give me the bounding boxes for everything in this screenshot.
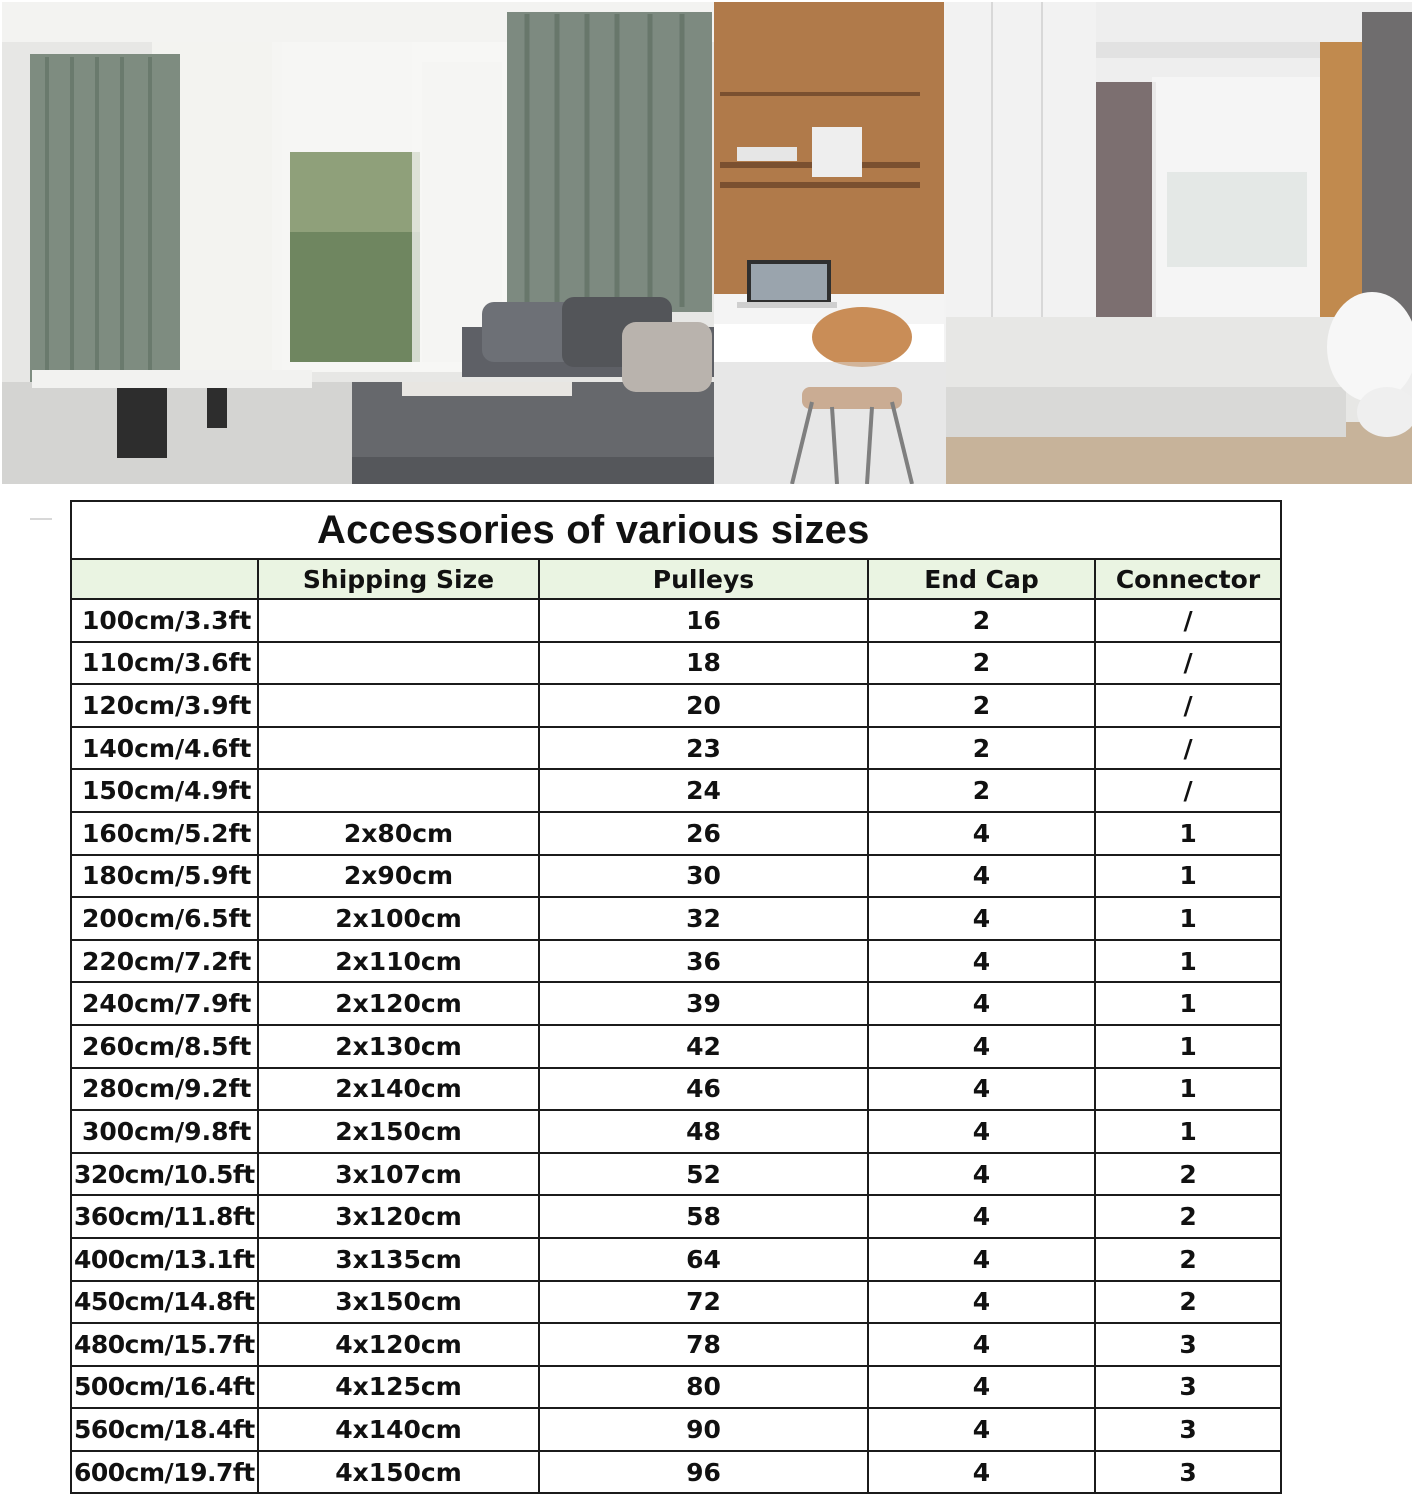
cell-connector: / [1095, 642, 1281, 685]
cell-size: 100cm/3.3ft [71, 599, 258, 642]
cell-size: 220cm/7.2ft [71, 940, 258, 983]
cell-pulleys: 78 [539, 1323, 868, 1366]
cell-connector: 1 [1095, 897, 1281, 940]
cell-pulleys: 26 [539, 812, 868, 855]
cell-shipping-size: 2x110cm [258, 940, 539, 983]
cell-size: 480cm/15.7ft [71, 1323, 258, 1366]
cell-shipping-size: 2x90cm [258, 855, 539, 898]
cell-pulleys: 96 [539, 1451, 868, 1494]
cell-connector: 1 [1095, 982, 1281, 1025]
table-row [71, 855, 1281, 898]
cell-connector: / [1095, 727, 1281, 770]
cell-size: 150cm/4.9ft [71, 769, 258, 812]
cell-shipping-size: 3x135cm [258, 1238, 539, 1281]
table-row [71, 727, 1281, 770]
cell-size: 120cm/3.9ft [71, 684, 258, 727]
cell-size: 450cm/14.8ft [71, 1281, 258, 1324]
table-header-row [71, 559, 1281, 599]
cell-size: 560cm/18.4ft [71, 1408, 258, 1451]
cell-connector: 1 [1095, 1110, 1281, 1153]
cell-connector: 1 [1095, 1068, 1281, 1111]
cell-end-cap: 4 [868, 1238, 1095, 1281]
cell-shipping-size: 2x130cm [258, 1025, 539, 1068]
cell-shipping-size: 2x150cm [258, 1110, 539, 1153]
table-row [71, 1025, 1281, 1068]
cell-size: 260cm/8.5ft [71, 1025, 258, 1068]
cell-connector: 3 [1095, 1366, 1281, 1409]
table-row [71, 1408, 1281, 1451]
header-shipping-size: Shipping Size [258, 559, 539, 599]
cell-size: 160cm/5.2ft [71, 812, 258, 855]
accessories-table-container [70, 500, 1280, 1494]
cell-size: 140cm/4.6ft [71, 727, 258, 770]
cell-pulleys: 64 [539, 1238, 868, 1281]
cell-connector: 2 [1095, 1238, 1281, 1281]
cell-pulleys: 16 [539, 599, 868, 642]
table-row [71, 769, 1281, 812]
room-photos-graphic [2, 2, 1412, 484]
decorative-hairline [30, 518, 52, 520]
table-row [71, 684, 1281, 727]
cell-pulleys: 39 [539, 982, 868, 1025]
cell-size: 110cm/3.6ft [71, 642, 258, 685]
table-row [71, 1281, 1281, 1324]
cell-shipping-size: 2x140cm [258, 1068, 539, 1111]
cell-shipping-size [258, 684, 539, 727]
table-row [71, 812, 1281, 855]
cell-pulleys: 52 [539, 1153, 868, 1196]
cell-pulleys: 20 [539, 684, 868, 727]
cell-connector: 3 [1095, 1408, 1281, 1451]
cell-pulleys: 30 [539, 855, 868, 898]
cell-shipping-size [258, 642, 539, 685]
cell-pulleys: 36 [539, 940, 868, 983]
cell-end-cap: 4 [868, 1366, 1095, 1409]
cell-end-cap: 4 [868, 1451, 1095, 1494]
cell-shipping-size [258, 599, 539, 642]
table-row [71, 1195, 1281, 1238]
bedroom-photo [946, 2, 1412, 484]
cell-end-cap: 4 [868, 1281, 1095, 1324]
cell-size: 600cm/19.7ft [71, 1451, 258, 1494]
cell-shipping-size: 3x120cm [258, 1195, 539, 1238]
header-end-cap: End Cap [868, 559, 1095, 599]
cell-pulleys: 23 [539, 727, 868, 770]
cell-end-cap: 4 [868, 897, 1095, 940]
cell-end-cap: 2 [868, 642, 1095, 685]
cell-pulleys: 32 [539, 897, 868, 940]
cell-shipping-size: 2x80cm [258, 812, 539, 855]
cell-end-cap: 2 [868, 769, 1095, 812]
header-connector: Connector [1095, 559, 1281, 599]
cell-connector: 2 [1095, 1281, 1281, 1324]
cell-size: 320cm/10.5ft [71, 1153, 258, 1196]
cell-connector: / [1095, 599, 1281, 642]
cell-end-cap: 4 [868, 1025, 1095, 1068]
cell-shipping-size: 4x120cm [258, 1323, 539, 1366]
cell-end-cap: 2 [868, 599, 1095, 642]
cell-end-cap: 4 [868, 855, 1095, 898]
cell-end-cap: 4 [868, 940, 1095, 983]
cell-size: 400cm/13.1ft [71, 1238, 258, 1281]
table-row [71, 940, 1281, 983]
table-row [71, 599, 1281, 642]
table-row [71, 642, 1281, 685]
room-photos [2, 2, 1412, 484]
table-row [71, 897, 1281, 940]
cell-pulleys: 24 [539, 769, 868, 812]
cell-end-cap: 4 [868, 1068, 1095, 1111]
cell-connector: 1 [1095, 940, 1281, 983]
table-row [71, 1153, 1281, 1196]
cell-pulleys: 48 [539, 1110, 868, 1153]
cell-size: 500cm/16.4ft [71, 1366, 258, 1409]
cell-pulleys: 18 [539, 642, 868, 685]
cell-size: 280cm/9.2ft [71, 1068, 258, 1111]
table-row [71, 1323, 1281, 1366]
cell-shipping-size: 3x107cm [258, 1153, 539, 1196]
cell-end-cap: 4 [868, 1110, 1095, 1153]
cell-end-cap: 2 [868, 684, 1095, 727]
table-row [71, 1366, 1281, 1409]
cell-pulleys: 72 [539, 1281, 868, 1324]
cell-size: 180cm/5.9ft [71, 855, 258, 898]
table-row [71, 982, 1281, 1025]
cell-shipping-size [258, 727, 539, 770]
cell-size: 200cm/6.5ft [71, 897, 258, 940]
cell-connector: 1 [1095, 812, 1281, 855]
accessories-table [70, 500, 1282, 1494]
cell-end-cap: 4 [868, 1153, 1095, 1196]
cell-connector: / [1095, 769, 1281, 812]
cell-shipping-size: 3x150cm [258, 1281, 539, 1324]
cell-pulleys: 42 [539, 1025, 868, 1068]
cell-connector: 3 [1095, 1323, 1281, 1366]
cell-pulleys: 58 [539, 1195, 868, 1238]
header-pulleys: Pulleys [539, 559, 868, 599]
cell-shipping-size: 4x150cm [258, 1451, 539, 1494]
cell-shipping-size: 4x140cm [258, 1408, 539, 1451]
cell-end-cap: 4 [868, 1408, 1095, 1451]
cell-size: 360cm/11.8ft [71, 1195, 258, 1238]
table-row [71, 1068, 1281, 1111]
cell-end-cap: 2 [868, 727, 1095, 770]
cell-shipping-size: 2x100cm [258, 897, 539, 940]
header-size [71, 559, 258, 599]
cell-pulleys: 90 [539, 1408, 868, 1451]
cell-pulleys: 46 [539, 1068, 868, 1111]
cell-connector: 2 [1095, 1195, 1281, 1238]
table-row [71, 1451, 1281, 1494]
table-body [71, 599, 1281, 1493]
cell-connector: 1 [1095, 1025, 1281, 1068]
living-room-photo [2, 2, 714, 484]
cell-size: 240cm/7.9ft [71, 982, 258, 1025]
cell-connector: 2 [1095, 1153, 1281, 1196]
cell-end-cap: 4 [868, 982, 1095, 1025]
cell-end-cap: 4 [868, 1323, 1095, 1366]
table-row [71, 1110, 1281, 1153]
cell-end-cap: 4 [868, 812, 1095, 855]
cell-pulleys: 80 [539, 1366, 868, 1409]
cell-end-cap: 4 [868, 1195, 1095, 1238]
cell-connector: 1 [1095, 855, 1281, 898]
cell-shipping-size [258, 769, 539, 812]
table-title: Accessories of various sizes [71, 501, 1281, 559]
study-desk-photo [714, 2, 946, 484]
cell-connector: 3 [1095, 1451, 1281, 1494]
cell-connector: / [1095, 684, 1281, 727]
table-row [71, 1238, 1281, 1281]
cell-shipping-size: 2x120cm [258, 982, 539, 1025]
cell-shipping-size: 4x125cm [258, 1366, 539, 1409]
cell-size: 300cm/9.8ft [71, 1110, 258, 1153]
